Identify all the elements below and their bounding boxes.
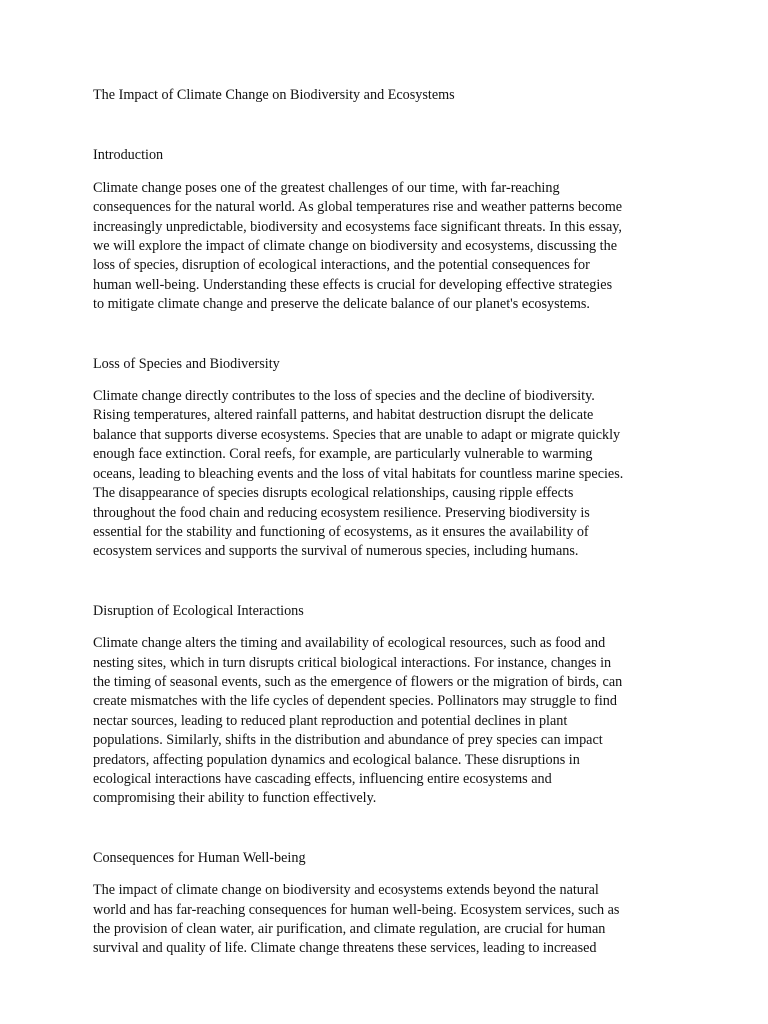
paragraph-line: ecosystem services and supports the survival of numerous species, including humans. (93, 543, 579, 560)
paragraph-line: compromising their ability to function effectively. (93, 790, 377, 807)
paragraph-line: nectar sources, leading to reduced plant reproduction and potential declines in plant (93, 712, 568, 729)
paragraph-line: create mismatches with the life cycles of dependent species. Pollinators may struggle to find (93, 693, 617, 710)
section-human-well-being (93, 849, 683, 959)
document-title: The Impact of Climate Change on Biodiversity and Ecosystems (93, 87, 455, 103)
paragraph-line: Rising temperatures, altered rainfall patterns, and habitat destruction disrupt the delicate (93, 407, 594, 424)
paragraph-line: nesting sites, which in turn disrupts critical biological interactions. For instance, changes in (93, 654, 612, 671)
paragraph-line: to mitigate climate change and preserve the delicate balance of our planet's ecosystems. (93, 296, 590, 313)
paragraph-line: loss of species, disruption of ecological interactions, and the potential consequences for (93, 257, 590, 274)
paragraph-line: Climate change directly contributes to the loss of species and the decline of biodiversity. (93, 388, 595, 405)
paragraph-line: oceans, leading to bleaching events and the loss of vital habitats for countless marine species. (93, 465, 624, 482)
paragraph-line: The impact of climate change on biodiversity and ecosystems extends beyond the natural (93, 882, 599, 899)
paragraph-line: world and has far-reaching consequences for human well-being. Ecosystem services, such as (93, 901, 620, 918)
paragraph-line: enough face extinction. Coral reefs, for example, are particularly vulnerable to warming (93, 446, 593, 463)
section-paragraph (93, 179, 683, 315)
paragraph-line: populations. Similarly, shifts in the distribution and abundance of prey species can impact (93, 732, 603, 749)
paragraph-line: human well-being. Understanding these effects is crucial for developing effective strategies (93, 276, 613, 293)
section-paragraph (93, 387, 683, 562)
paragraph-line: throughout the food chain and reducing ecosystem resilience. Preserving biodiversity is (93, 504, 590, 521)
section-heading: Loss of Species and Biodiversity (93, 355, 280, 372)
section-heading: Introduction (93, 147, 164, 164)
paragraph-line: consequences for the natural world. As global temperatures rise and weather patterns become (93, 199, 623, 216)
paragraph-line: predators, affecting population dynamics and ecological balance. These disruptions in (93, 751, 580, 768)
document-content (93, 86, 683, 999)
paragraph-line: balance that supports diverse ecosystems. Species that are unable to adapt or migrate quickly (93, 426, 621, 443)
section-heading: Consequences for Human Well-being (93, 849, 306, 866)
paragraph-line: the provision of clean water, air purification, and climate regulation, are crucial for human (93, 921, 606, 937)
paragraph-line: the timing of seasonal events, such as the emergence of flowers or the migration of birds, can (93, 673, 623, 690)
paragraph-line: The disappearance of species disrupts ecological relationships, causing ripple effects (93, 485, 574, 502)
paragraph-line: Climate change poses one of the greatest challenges of our time, with far-reaching (93, 179, 560, 196)
section-introduction (93, 146, 683, 314)
section-loss-of-species (93, 355, 683, 562)
section-paragraph (93, 634, 683, 809)
section-paragraph (93, 881, 683, 959)
paragraph-line: increasingly unpredictable, biodiversity and ecosystems face significant threats. In this essay, (93, 218, 622, 235)
section-disruption-of-interactions (93, 602, 683, 809)
paragraph-line: essential for the stability and functioning of ecosystems, as it ensures the availability of (93, 523, 589, 540)
paragraph-line: survival and quality of life. Climate change threatens these services, leading to increased (93, 940, 597, 957)
paragraph-line: Climate change alters the timing and availability of ecological resources, such as food and (93, 635, 606, 652)
section-heading: Disruption of Ecological Interactions (93, 602, 304, 619)
paragraph-line: ecological interactions have cascading effects, influencing entire ecosystems and (93, 770, 552, 787)
paragraph-line: we will explore the impact of climate change on biodiversity and ecosystems, discussing the (93, 238, 618, 255)
